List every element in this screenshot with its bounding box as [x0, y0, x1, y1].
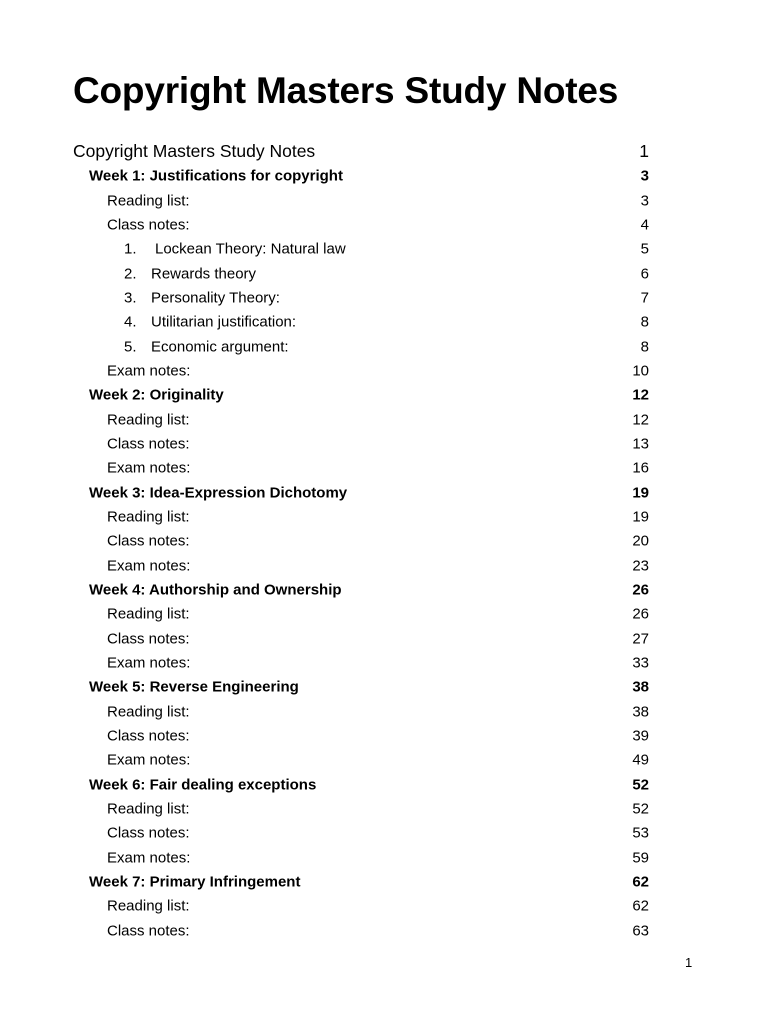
toc-entry-page: 38 [632, 703, 649, 721]
toc-entry-page: 62 [632, 873, 649, 891]
toc-entry-label: Reading list: [107, 800, 190, 818]
toc-entry-number: 2. [124, 265, 137, 283]
toc-entry-week[interactable] [0, 773, 768, 797]
toc-entry-sub[interactable] [0, 529, 768, 553]
toc-entry-item[interactable] [0, 310, 768, 334]
toc-entry-page: 13 [632, 435, 649, 453]
toc-entry-page: 52 [632, 776, 649, 794]
toc-entry-page: 8 [640, 338, 649, 356]
toc-entry-page: 3 [640, 167, 649, 185]
toc-entry-page: 26 [632, 581, 649, 599]
toc-entry-page: 16 [632, 459, 649, 477]
toc-entry-week[interactable] [0, 480, 768, 504]
toc-entry-label: Week 2: Originality [89, 386, 224, 404]
toc-entry-sub[interactable] [0, 797, 768, 821]
toc-entry-page: 10 [632, 362, 649, 380]
toc-entry-page: 19 [632, 484, 649, 502]
toc-entry-sub[interactable] [0, 407, 768, 431]
toc-entry-label: Week 7: Primary Infringement [89, 873, 301, 891]
toc-entry-page: 12 [632, 411, 649, 429]
toc-entry-label: Class notes: [107, 824, 190, 842]
toc-entry-page: 39 [632, 727, 649, 745]
toc-entry-sub[interactable] [0, 627, 768, 651]
toc-entry-label: Lockean Theory: Natural law [155, 240, 346, 258]
toc-entry-label: Week 4: Authorship and Ownership [89, 581, 342, 599]
toc-entry-label: Personality Theory: [151, 289, 280, 307]
toc-entry-sub[interactable] [0, 554, 768, 578]
toc-entry-label: Exam notes: [107, 654, 191, 672]
toc-entry-number: 5. [124, 338, 137, 356]
toc-entry-page: 6 [640, 265, 649, 283]
toc-entry-week[interactable] [0, 578, 768, 602]
toc-entry-sub[interactable] [0, 821, 768, 845]
toc-entry-sub[interactable] [0, 846, 768, 870]
toc-entry-label: Reading list: [107, 508, 190, 526]
toc-entry-label: Reading list: [107, 605, 190, 623]
toc-entry-label: Class notes: [107, 727, 190, 745]
toc-entry-label: Class notes: [107, 216, 190, 234]
toc-entry-sub[interactable] [0, 213, 768, 237]
toc-entry-page: 23 [632, 557, 649, 575]
table-of-contents [0, 164, 768, 943]
toc-entry-label: Class notes: [107, 435, 190, 453]
toc-entry-label: Reading list: [107, 411, 190, 429]
toc-entry-page: 63 [632, 922, 649, 940]
toc-entry-label: Class notes: [107, 630, 190, 648]
toc-entry-page: 33 [632, 654, 649, 672]
toc-entry-sub[interactable] [0, 359, 768, 383]
toc-entry-label: Utilitarian justification: [151, 313, 297, 331]
toc-entry-number: 4. [124, 313, 137, 331]
toc-entry-week[interactable] [0, 675, 768, 699]
toc-entry-sub[interactable] [0, 602, 768, 626]
page-title: Copyright Masters Study Notes [73, 70, 619, 111]
toc-entry-sub[interactable] [0, 432, 768, 456]
toc-entry-page: 26 [632, 605, 649, 623]
toc-entry-week[interactable] [0, 164, 768, 188]
toc-entry-sub[interactable] [0, 748, 768, 772]
toc-heading-entry[interactable] [73, 138, 649, 164]
toc-entry-page: 4 [640, 216, 649, 234]
toc-entry-item[interactable] [0, 237, 768, 261]
toc-entry-week[interactable] [0, 870, 768, 894]
toc-entry-label: Reading list: [107, 897, 190, 915]
toc-entry-label: Class notes: [107, 532, 190, 550]
toc-heading-label: Copyright Masters Study Notes [73, 140, 316, 161]
toc-entry-label: Exam notes: [107, 849, 191, 867]
toc-entry-item[interactable] [0, 286, 768, 310]
toc-entry-item[interactable] [0, 334, 768, 358]
toc-entry-sub[interactable] [0, 894, 768, 918]
toc-entry-sub[interactable] [0, 919, 768, 943]
toc-entry-number: 1. [124, 240, 137, 258]
toc-entry-sub[interactable] [0, 188, 768, 212]
toc-entry-label: Week 3: Idea-Expression Dichotomy [89, 484, 348, 502]
toc-entry-page: 8 [640, 313, 649, 331]
toc-entry-label: Reading list: [107, 703, 190, 721]
toc-entry-item[interactable] [0, 261, 768, 285]
toc-entry-label: Rewards theory [151, 265, 257, 283]
toc-entry-label: Exam notes: [107, 459, 191, 477]
toc-entry-page: 27 [632, 630, 649, 648]
toc-entry-sub[interactable] [0, 456, 768, 480]
toc-entry-page: 62 [632, 897, 649, 915]
toc-entry-label: Exam notes: [107, 362, 191, 380]
toc-entry-sub[interactable] [0, 724, 768, 748]
toc-entry-sub[interactable] [0, 651, 768, 675]
toc-entry-page: 52 [632, 800, 649, 818]
toc-entry-label: Week 5: Reverse Engineering [89, 678, 299, 696]
toc-entry-label: Exam notes: [107, 751, 191, 769]
toc-entry-label: Class notes: [107, 922, 190, 940]
toc-entry-page: 12 [632, 386, 649, 404]
toc-entry-label: Reading list: [107, 192, 190, 210]
toc-entry-number: 3. [124, 289, 137, 307]
toc-entry-label: Week 1: Justifications for copyright [89, 167, 343, 185]
toc-entry-page: 59 [632, 849, 649, 867]
toc-heading-page: 1 [639, 140, 649, 161]
toc-entry-sub[interactable] [0, 700, 768, 724]
toc-entry-page: 3 [640, 192, 649, 210]
toc-entry-page: 7 [640, 289, 649, 307]
toc-entry-page: 5 [640, 240, 649, 258]
toc-entry-label: Week 6: Fair dealing exceptions [89, 776, 317, 794]
toc-entry-page: 49 [632, 751, 649, 769]
toc-entry-label: Economic argument: [151, 338, 289, 356]
toc-entry-label: Exam notes: [107, 557, 191, 575]
toc-entry-page: 20 [632, 532, 649, 550]
toc-entry-week[interactable] [0, 383, 768, 407]
toc-entry-sub[interactable] [0, 505, 768, 529]
toc-entry-page: 19 [632, 508, 649, 526]
toc-entry-page: 53 [632, 824, 649, 842]
toc-entry-page: 38 [632, 678, 649, 696]
footer-page-number: 1 [685, 955, 693, 970]
